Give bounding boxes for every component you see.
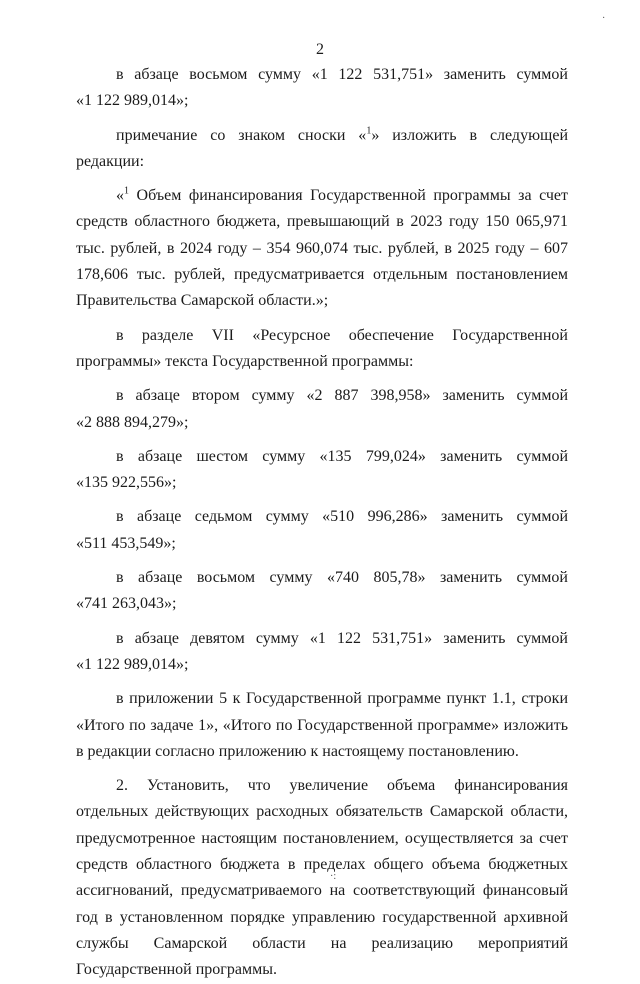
quote-open: « — [116, 187, 124, 205]
paragraph-footnote-quote — [76, 183, 568, 314]
paragraph-amend-7th-value: «511 453,549»; — [76, 534, 176, 552]
paragraph-amend-8th-value: «1 122 989,014»; — [76, 92, 189, 110]
paragraph-point-2: 2. Установить, что увеличение объема финансирования отдельных действующих расходных обязательств Самарской области, предусмотренное настоящим постановлением, осуществляется за счет средств областного бюджета в пределах общего объема бюджетных ассигнований, предусматриваемого на соответствующий финансовый год в установленном порядке управлению государственной архивной службы Самарской области на реализацию мероприятий Государственной программы. — [76, 777, 568, 979]
paragraph-section-vii: в разделе VII «Ресурсное обеспечение Государственной программы» текста Государственной программы: — [76, 326, 568, 370]
paragraph-amend-8th-b-value: «741 263,043»; — [76, 595, 177, 613]
paragraph-amend-9th: в абзаце девятом сумму «1 122 531,751» заменить суммой — [116, 629, 568, 647]
page-number: 2 — [316, 41, 324, 58]
scan-speck: · — [602, 13, 606, 24]
paragraph-amend-8th-b: в абзаце восьмом сумму «740 805,78» заменить суммой — [116, 569, 568, 587]
paragraph-appendix: в приложении 5 к Государственной программе пункт 1.1, строки «Итого по задаче 1», «Итого по Государственной программе» изложить в редакции согласно приложению к настоящему постановлению. — [76, 690, 568, 760]
note-text-start: примечание со знаком сноски « — [116, 126, 367, 144]
paragraph-amend-8th: в абзаце восьмом сумму «1 122 531,751» заменить суммой — [116, 66, 568, 83]
quote-footnote-marker: 1 — [124, 185, 129, 197]
paragraph-amend-7th: в абзаце седьмом сумму «510 996,286» заменить суммой — [116, 508, 568, 526]
document-body — [76, 62, 568, 984]
scan-speck: ·: — [330, 871, 337, 882]
footnote-marker: 1 — [366, 125, 372, 137]
paragraph-amend-9th-value: «1 122 989,014»; — [76, 655, 189, 673]
paragraph-amend-6th: в абзаце шестом сумму «135 799,024» заменить суммой — [116, 447, 568, 465]
paragraph-amend-6th-value: «135 922,556»; — [76, 474, 177, 492]
paragraph-amend-2nd-value: «2 888 894,279»; — [76, 413, 189, 431]
quote-text: Объем финансирования Государственной программы за счет средств областного бюджета, превышающий в 2023 году 150 065,971 тыс. рублей, в 2024 году – 354 960,074 тыс. рублей, в 2025 году – 607 178,606 тыс. рублей, предусматривается отдельным постановлением Правительства Самарской области.»; — [76, 187, 568, 310]
paragraph-amend-2nd: в абзаце втором сумму «2 887 398,958» заменить суммой — [116, 387, 568, 405]
note-text-end: » изложить в следующей редакции: — [76, 126, 569, 170]
paragraph-footnote-note — [76, 123, 568, 176]
